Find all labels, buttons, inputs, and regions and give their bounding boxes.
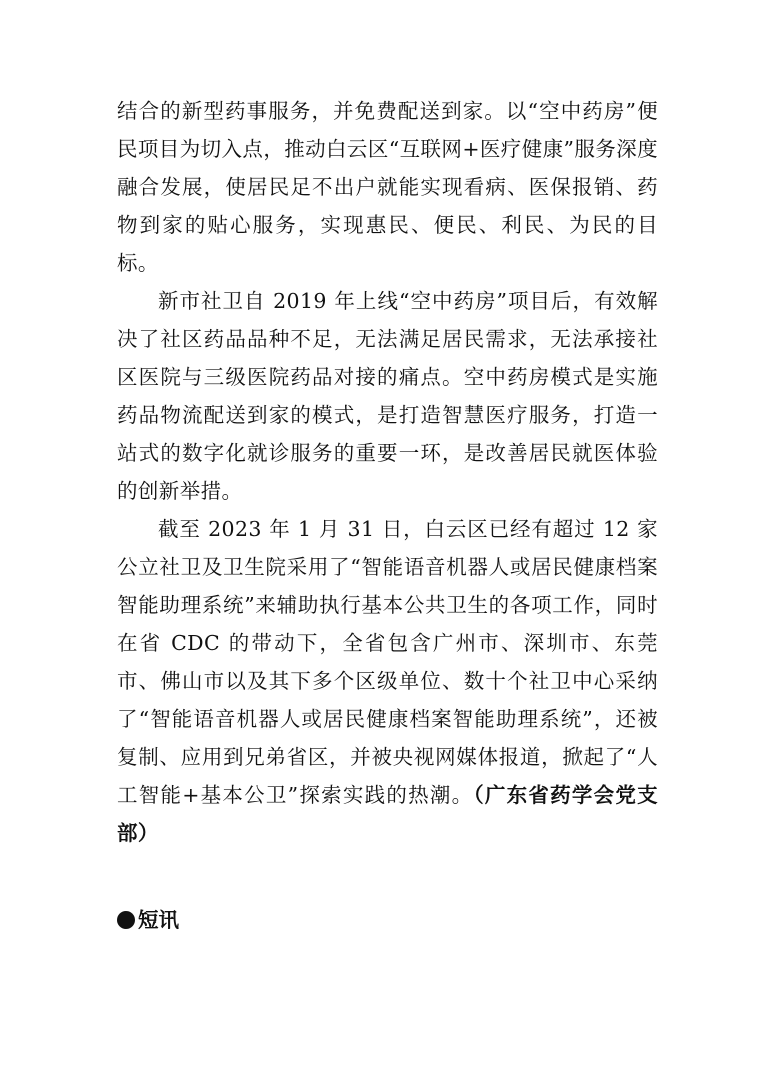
black-circle-bullet-icon [117, 911, 135, 929]
paragraph-3 [117, 510, 658, 852]
source-attribution: （广东省药学会党支部） [117, 783, 658, 845]
section-heading-text: 短讯 [138, 908, 179, 932]
section-heading-briefs [117, 903, 179, 937]
paragraph-2: 新市社卫自 2019 年上线“空中药房”项目后，有效解决了社区药品品种不足，无法满足居民需求，无法承接社区医院与三级医院药品对接的痛点。空中药房模式是实施药品物流配送到家的模式，是打造智慧医疗服务，打造一站式的数字化就诊服务的重要一环，是改善居民就医体验的创新举措。 [117, 289, 658, 503]
article-body [117, 92, 658, 852]
paragraph-3-text: 截至 2023 年 1 月 31 日，白云区已经有超过 12 家公立社卫及卫生院采用了“智能语音机器人或居民健康档案智能助理系统”来辅助执行基本公共卫生的各项工作，同时在省 CDC 的带动下，全省包含广州市、深圳市、东莞市、佛山市以及其下多个区级单位、数十个社卫中心采纳了“智能语音机器人或居民健康档案智能助理系统”，还被复制、应用到兄弟省区，并被央视网媒体报道，掀起了“人工智能+基本公卫”探索实践的热潮。 [117, 517, 658, 807]
paragraph-1: 结合的新型药事服务，并免费配送到家。以“空中药房”便民项目为切入点，推动白云区“互联网+医疗健康”服务深度融合发展，使居民足不出户就能实现看病、医保报销、药物到家的贴心服务，实现惠民、便民、利民、为民的目标。 [117, 99, 658, 275]
